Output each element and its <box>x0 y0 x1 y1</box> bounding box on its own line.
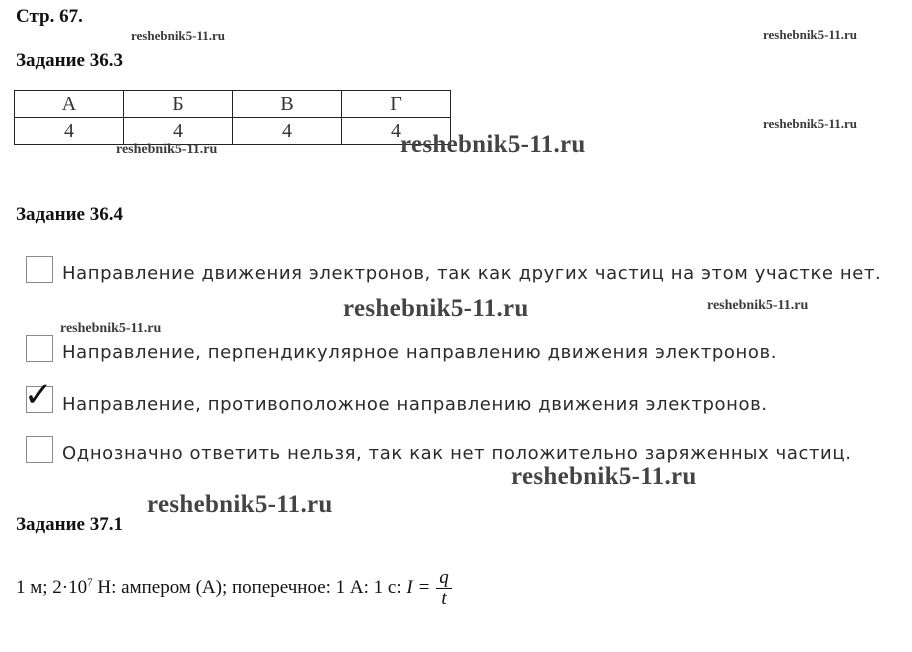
answer-line <box>16 568 452 609</box>
check-mark-icon: ✓ <box>24 377 53 414</box>
formula-lhs: I = <box>406 576 431 598</box>
option-checkbox[interactable] <box>26 436 53 463</box>
option-text: Направление, противоположное направлению движения электронов. <box>62 394 768 415</box>
option-checkbox[interactable] <box>26 335 53 362</box>
watermark: reshebnik5-11.ru <box>343 295 529 322</box>
answer-prefix: 1 м; 2·10 <box>16 576 88 598</box>
task-36-3-heading: Задание 36.3 <box>16 50 123 71</box>
table-header-cell: Б <box>124 91 233 118</box>
formula-fraction <box>436 568 452 609</box>
watermark: reshebnik5-11.ru <box>60 321 162 336</box>
watermark: reshebnik5-11.ru <box>763 116 858 131</box>
option-text: Направление, перпендикулярное направлению движения электронов. <box>62 342 778 363</box>
table-value-row <box>15 118 451 145</box>
table-header-row <box>15 91 451 118</box>
task-37-1-heading: Задание 37.1 <box>16 514 123 535</box>
fraction-numerator: q <box>436 568 452 589</box>
fraction-denominator: t <box>441 588 447 609</box>
answer-text: Н: ампером (А); поперечное: 1 А: 1 с: <box>92 576 407 598</box>
answer-table <box>14 90 451 145</box>
option-checkbox[interactable] <box>26 256 53 283</box>
table-header-cell: Г <box>342 91 451 118</box>
option-text: Направление движения электронов, так как других частиц на этом участке нет. <box>62 263 882 284</box>
watermark: reshebnik5-11.ru <box>511 463 697 490</box>
option-text: Однозначно ответить нельзя, так как нет положительно заряженных частиц. <box>62 443 852 464</box>
watermark: reshebnik5-11.ru <box>763 27 858 42</box>
task-36-4-heading: Задание 36.4 <box>16 204 123 225</box>
answer-exponent: 7 <box>87 576 93 589</box>
watermark: reshebnik5-11.ru <box>116 142 218 157</box>
watermark: reshebnik5-11.ru <box>707 298 809 313</box>
watermark: reshebnik5-11.ru <box>147 491 333 518</box>
page-number: Стр. 67. <box>16 6 83 27</box>
table-value-cell: 4 <box>233 118 342 145</box>
table-header-cell: В <box>233 91 342 118</box>
table-header-cell: А <box>15 91 124 118</box>
table-value-cell: 4 <box>124 118 233 145</box>
watermark: reshebnik5-11.ru <box>400 131 586 158</box>
table-value-cell: 4 <box>15 118 124 145</box>
table-value-cell: 4 <box>342 118 451 145</box>
watermark: reshebnik5-11.ru <box>131 28 226 43</box>
